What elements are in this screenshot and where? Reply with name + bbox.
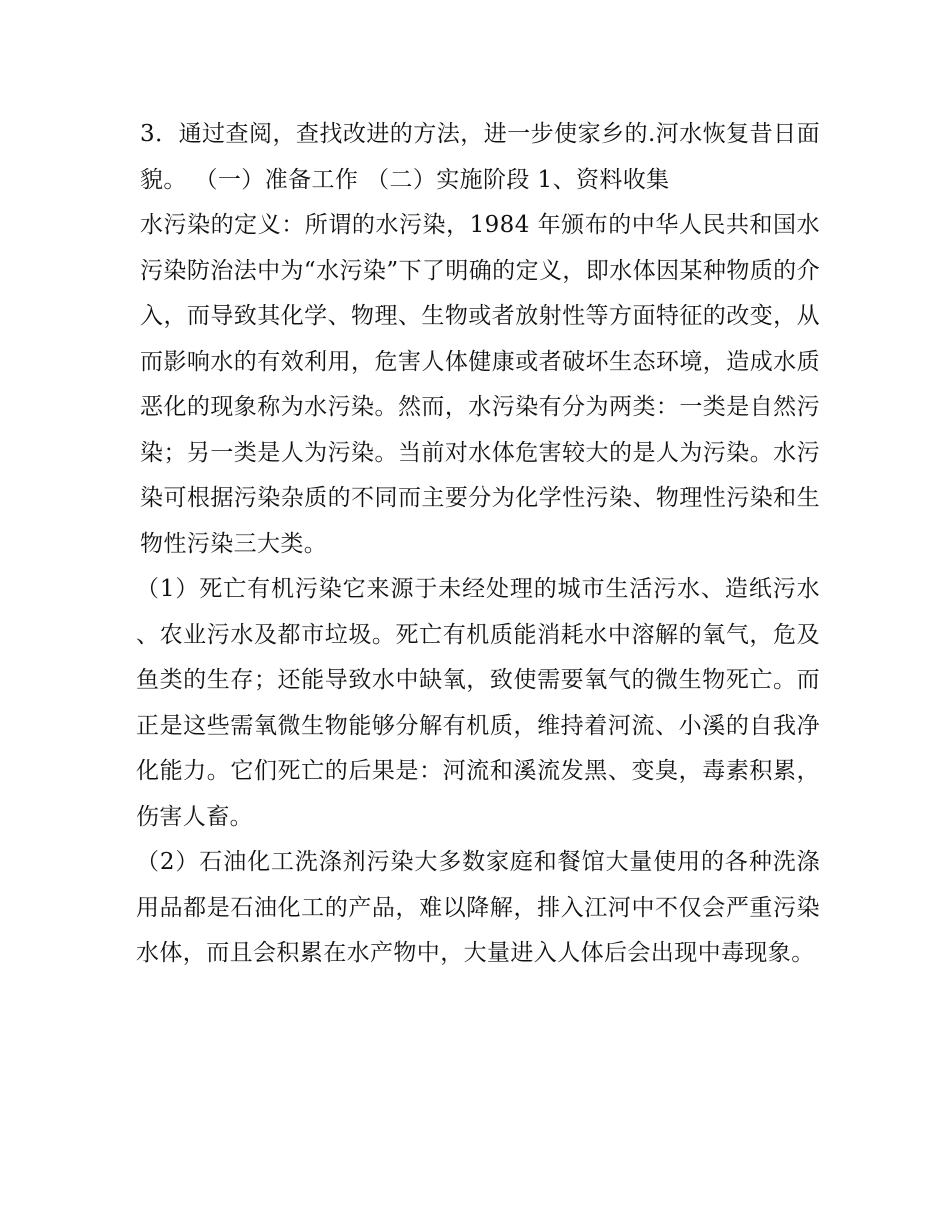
paragraph-detergent-pollution: （2）石油化工洗涤剂污染大多数家庭和餐馆大量使用的各种洗涤用品都是石油化工的产品，难以降解，排入江河中不仅会严重污染水体，而且会积累在水产物中，大量进入人体后会出现中毒现象。 [136, 849, 820, 966]
paragraph-organic-pollution: （1）死亡有机污染它来源于未经处理的城市生活污水、造纸污水、农业污水及都市垃圾。死亡有机质能消耗水中溶解的氧气，危及鱼类的生存；还能导致水中缺氧，致使需要氧气的微生物死亡。而正是这些需氧微生物能够分解有机质，维持着河流、小溪的自我净化能力。它们死亡的后果是：河流和溪流发黑、变臭，毒素积累，伤害人畜。 [136, 576, 820, 830]
paragraph-intro: 3．通过查阅，查找改进的方法，进一步使家乡的.河水恢复昔日面貌。 （一）准备工作 （二）实施阶段 1、资料收集 [140, 121, 820, 193]
document-page [136, 112, 820, 977]
paragraph-definition: 水污染的定义：所谓的水污染，1984 年颁布的中华人民共和国水污染防治法中为“水污染”下了明确的定义，即水体因某种物质的介入，而导致其化学、物理、生物或者放射性等方面特征的改变，从而影响水的有效利用，危害人体健康或者破坏生态环境，造成水质恶化的现象称为水污染。然而，水污染有分为两类：一类是自然污染；另一类是人为污染。当前对水体危害较大的是人为污染。水污染可根据污染杂质的不同而主要分为化学性污染、物理性污染和生物性污染三大类。 [140, 212, 820, 557]
